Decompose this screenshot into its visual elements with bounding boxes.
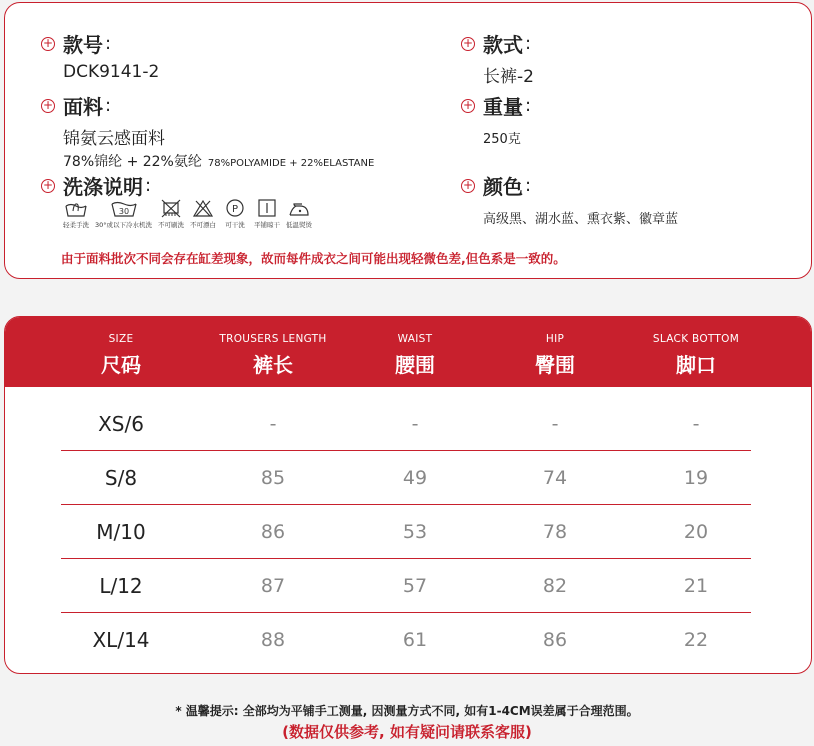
style-number-title: 款号 [63, 33, 103, 57]
table-row [61, 613, 751, 667]
hip-cell: 86 [542, 629, 568, 651]
fabric-composition [63, 151, 374, 171]
hip-cell: - [551, 413, 559, 435]
product-info-card [4, 2, 812, 279]
header-slack-bottom: SLACK BOTTOM 脚口 [652, 333, 740, 377]
table-row [61, 559, 751, 613]
care-item [95, 198, 152, 229]
colon: : [525, 175, 532, 196]
trousers-length-cell: 87 [260, 575, 286, 597]
plus-circle-icon: + [462, 177, 474, 192]
size-cell: S/8 [104, 466, 138, 490]
style-section [461, 29, 534, 87]
color-value: 高级黑、湖水蓝、熏衣紫、徽章蓝 [483, 212, 679, 227]
weight-value: 250克 [483, 132, 521, 147]
care-label: 低温熨烫 [286, 221, 313, 229]
svg-text:30: 30 [118, 207, 129, 216]
trousers-length-cell: 86 [260, 521, 286, 543]
colon: : [525, 95, 532, 116]
color-title: 颜色 [483, 175, 523, 199]
waist-cell: 57 [402, 575, 428, 597]
care-icons [63, 198, 312, 229]
size-chart-header [5, 317, 812, 387]
dry-clean-p-icon [222, 198, 248, 218]
care-label: 30°或以下冷水机洗 [95, 221, 153, 229]
fabric-title: 面料 [63, 95, 103, 119]
plus-circle-icon: + [42, 177, 54, 192]
size-cell: L/12 [99, 574, 143, 598]
trousers-length-cell: 88 [260, 629, 286, 651]
plus-circle-icon: + [42, 97, 54, 112]
fabric-value: 锦氨云感面料 [63, 129, 165, 149]
care-label: 不可刷洗 [158, 221, 185, 229]
measurement-tip: * 温馨提示: 全部均为平铺手工测量, 因测量方式不同, 如有1-4CM误差属于合理范围。 [175, 704, 639, 718]
no-bleach-icon [190, 198, 216, 218]
colon: : [525, 33, 532, 54]
header-trousers-length: TROUSERS LENGTH 裤长 [219, 333, 327, 377]
hip-cell: 78 [542, 521, 568, 543]
waist-cell: 61 [402, 629, 428, 651]
colon: : [105, 33, 112, 54]
care-label: 可干洗 [225, 221, 245, 229]
trousers-length-cell: - [269, 413, 277, 435]
slack-bottom-cell: 19 [683, 467, 709, 489]
slack-bottom-cell: 20 [683, 521, 709, 543]
plus-circle-icon: + [462, 97, 474, 112]
slack-bottom-cell: 22 [683, 629, 709, 651]
composition-cn: 78%锦纶 + 22%氨纶 [63, 154, 202, 170]
colon: : [105, 95, 112, 116]
slack-bottom-cell: 21 [683, 575, 709, 597]
table-row [61, 451, 751, 505]
care-item [190, 198, 216, 229]
size-cell: M/10 [96, 520, 146, 544]
color-variance-warning: 由于面料批次不同会存在缸差现象，故而每件成衣之间可能出现轻微色差,但色系是一致的。 [61, 251, 566, 266]
header-hip: HIP 臀围 [535, 333, 575, 377]
style-title: 款式 [483, 33, 523, 57]
size-cell: XS/6 [98, 412, 144, 436]
machine-wash-30-icon [109, 198, 139, 218]
table-row [61, 397, 751, 451]
header-size: SIZE 尺码 [101, 333, 141, 377]
fabric-section [41, 91, 374, 171]
style-number-value: DCK9141-2 [63, 62, 160, 82]
table-row [61, 505, 751, 559]
style-value: 长裤-2 [483, 67, 534, 87]
care-label: 轻柔手洗 [63, 221, 89, 229]
low-iron-icon [286, 198, 312, 218]
style-number-section [41, 29, 159, 82]
color-section [461, 171, 678, 227]
care-item [222, 198, 248, 229]
hand-wash-icon [63, 198, 89, 218]
weight-title: 重量 [483, 95, 523, 119]
plus-circle-icon: + [42, 35, 54, 50]
care-item [63, 198, 89, 229]
hip-cell: 74 [542, 467, 568, 489]
hip-cell: 82 [542, 575, 568, 597]
care-label: 平铺晾干 [254, 221, 281, 229]
slack-bottom-cell: - [692, 413, 700, 435]
no-brush-icon [158, 198, 184, 218]
flat-dry-icon [254, 198, 280, 218]
colon: : [145, 175, 152, 196]
care-item [158, 198, 184, 229]
care-item [254, 198, 280, 229]
wash-section [41, 171, 151, 200]
trousers-length-cell: 85 [260, 467, 286, 489]
waist-cell: 53 [402, 521, 428, 543]
waist-cell: - [411, 413, 419, 435]
care-label: 不可漂白 [190, 221, 217, 229]
size-chart-card [4, 316, 812, 674]
waist-cell: 49 [402, 467, 428, 489]
weight-section [461, 91, 531, 147]
composition-en: 78%POLYAMIDE + 22%ELASTANE [207, 158, 375, 169]
size-cell: XL/14 [92, 628, 150, 652]
care-item [286, 198, 312, 229]
wash-title: 洗涤说明 [63, 175, 143, 199]
svg-text:P: P [232, 204, 239, 215]
header-waist: WAIST 腰围 [395, 333, 435, 377]
plus-circle-icon: + [462, 35, 474, 50]
reference-note: (数据仅供参考, 如有疑问请联系客服) [282, 723, 532, 741]
